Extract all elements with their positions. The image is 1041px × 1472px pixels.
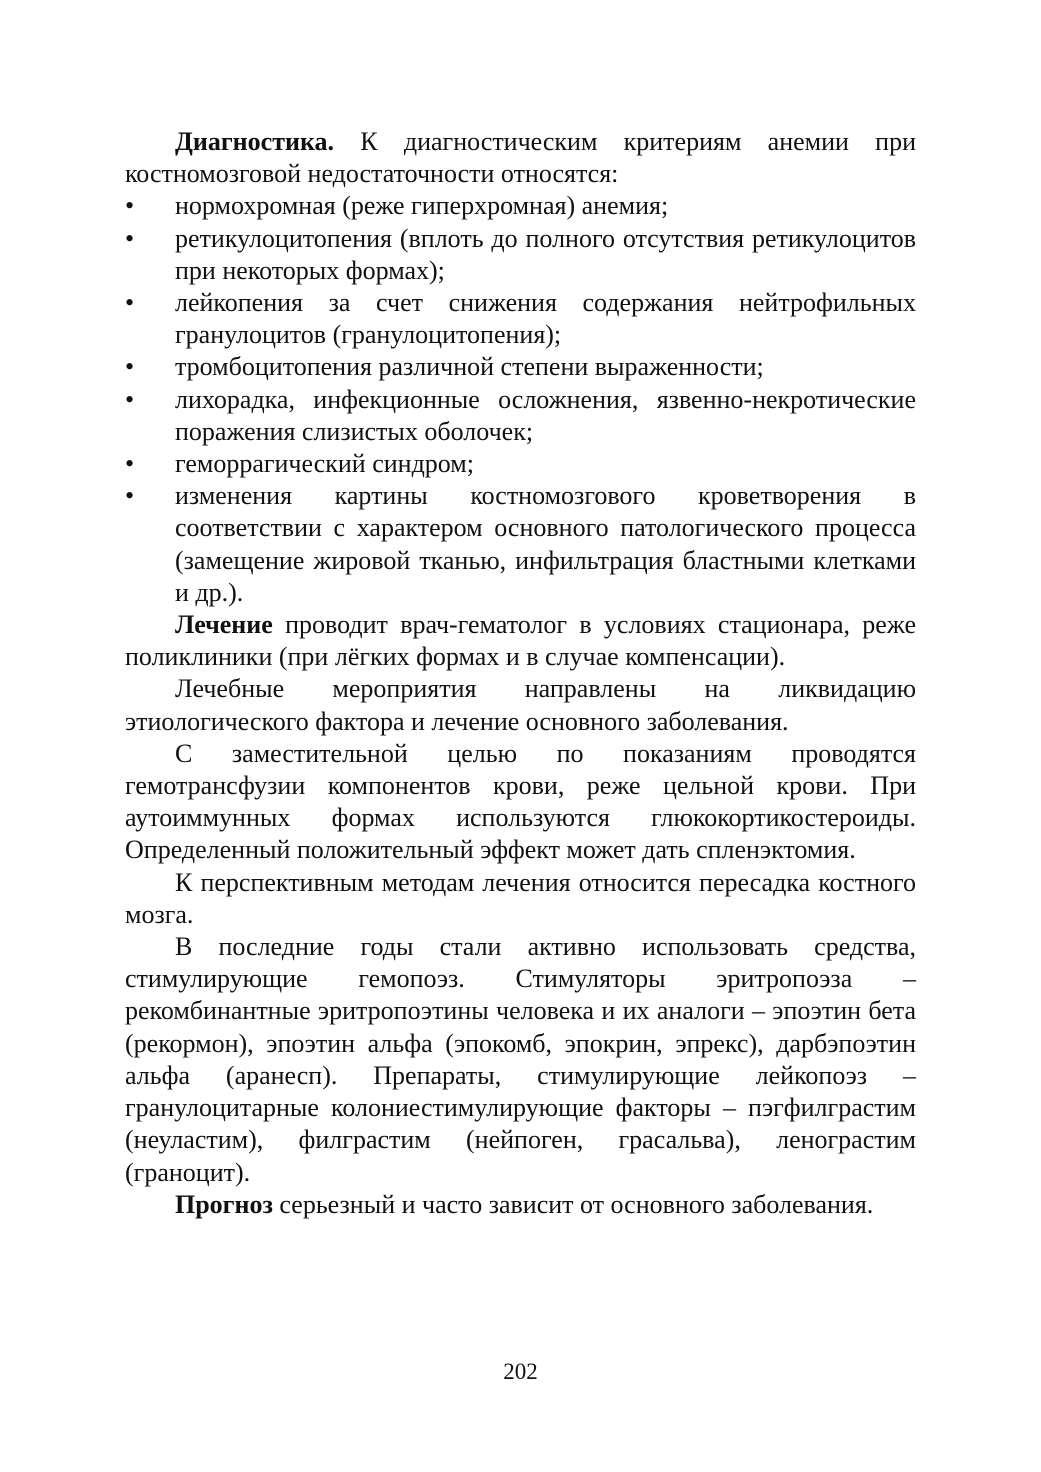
treatment-heading: Лечение xyxy=(175,610,273,640)
list-item-text: тромбоцитопения различной степени выраженности; xyxy=(175,352,764,382)
prognosis-heading: Прогноз xyxy=(175,1189,273,1219)
list-item xyxy=(125,190,916,222)
bullet-icon: • xyxy=(125,352,135,382)
substitution-paragraph: С заместительной целью по показаниям проводятся гемотрансфузии компонентов крови, реже цельной крови. При аутоиммунных формах используются глюкокортикостероиды. Определенный положительный эффект может дать спленэктомия. xyxy=(125,738,916,865)
prognosis-text: серьезный и часто зависит от основного заболевания. xyxy=(272,1189,874,1219)
list-item xyxy=(125,480,916,609)
diagnostic-criteria-list xyxy=(125,190,916,609)
page-number: 202 xyxy=(503,1359,538,1384)
bullet-icon: • xyxy=(125,384,135,414)
diagnostics-intro: К диагностическим критериям анемии при костномозговой недостаточности относятся: xyxy=(125,127,916,189)
list-item-text: лихорадка, инфекционные осложнения, язвенно-некротические поражения слизистых оболочек; xyxy=(175,384,916,446)
list-item xyxy=(125,287,916,351)
list-item-text: ретикулоцитопения (вплоть до полного отсутствия ретикулоцитов при некоторых формах); xyxy=(175,223,916,285)
bullet-icon: • xyxy=(125,449,135,479)
list-item-text: геморрагический синдром; xyxy=(175,449,474,479)
treatment-text: проводит врач-гематолог в условиях стационара, реже поликлиники (при лёгких формах и в случае компенсации). xyxy=(125,610,916,672)
list-item xyxy=(125,448,916,480)
bullet-icon: • xyxy=(125,288,135,318)
bullet-icon: • xyxy=(125,191,135,221)
perspective-paragraph: К перспективным методам лечения относится пересадка костного мозга. xyxy=(125,867,916,929)
treatment-paragraph xyxy=(125,609,916,673)
stimulants-paragraph: В последние годы стали активно использовать средства, стимулирующие гемопоэз. Стимуляторы эритропоэза – рекомбинантные эритропоэтины человека и их аналоги – эпоэтин бета (рекормон), эпоэтин альфа (эпокомб, эпокрин, эпрекс), дарбэпоэтин альфа (аранесп). Препараты, стимулирующие лейкопоэз – гранулоцитарные колониестимулирующие факторы – пэгфилграстим (неуластим), филграстим (нейпоген, грасальва), ленограстим (граноцит). xyxy=(125,932,916,1187)
list-item xyxy=(125,351,916,383)
diagnostics-heading: Диагностика. xyxy=(175,127,335,156)
bullet-icon: • xyxy=(125,481,135,511)
list-item-text: изменения картины костномозгового кроветворения в соответствии с характером основного патологического процесса (замещение жировой тканью, инфильтрация бластными клетками и др.). xyxy=(175,481,916,607)
list-item xyxy=(125,384,916,448)
diagnostics-paragraph xyxy=(125,126,916,190)
list-item-text: лейкопения за счет снижения содержания нейтрофильных гранулоцитов (гранулоцитопения); xyxy=(175,288,916,350)
list-item-text: нормохромная (реже гиперхромная) анемия; xyxy=(175,191,669,221)
prognosis-paragraph xyxy=(125,1189,916,1221)
bullet-icon: • xyxy=(125,223,135,253)
page-body xyxy=(125,126,916,1221)
measures-paragraph: Лечебные мероприятия направлены на ликвидацию этиологического фактора и лечение основного заболевания. xyxy=(125,674,916,736)
list-item xyxy=(125,223,916,287)
